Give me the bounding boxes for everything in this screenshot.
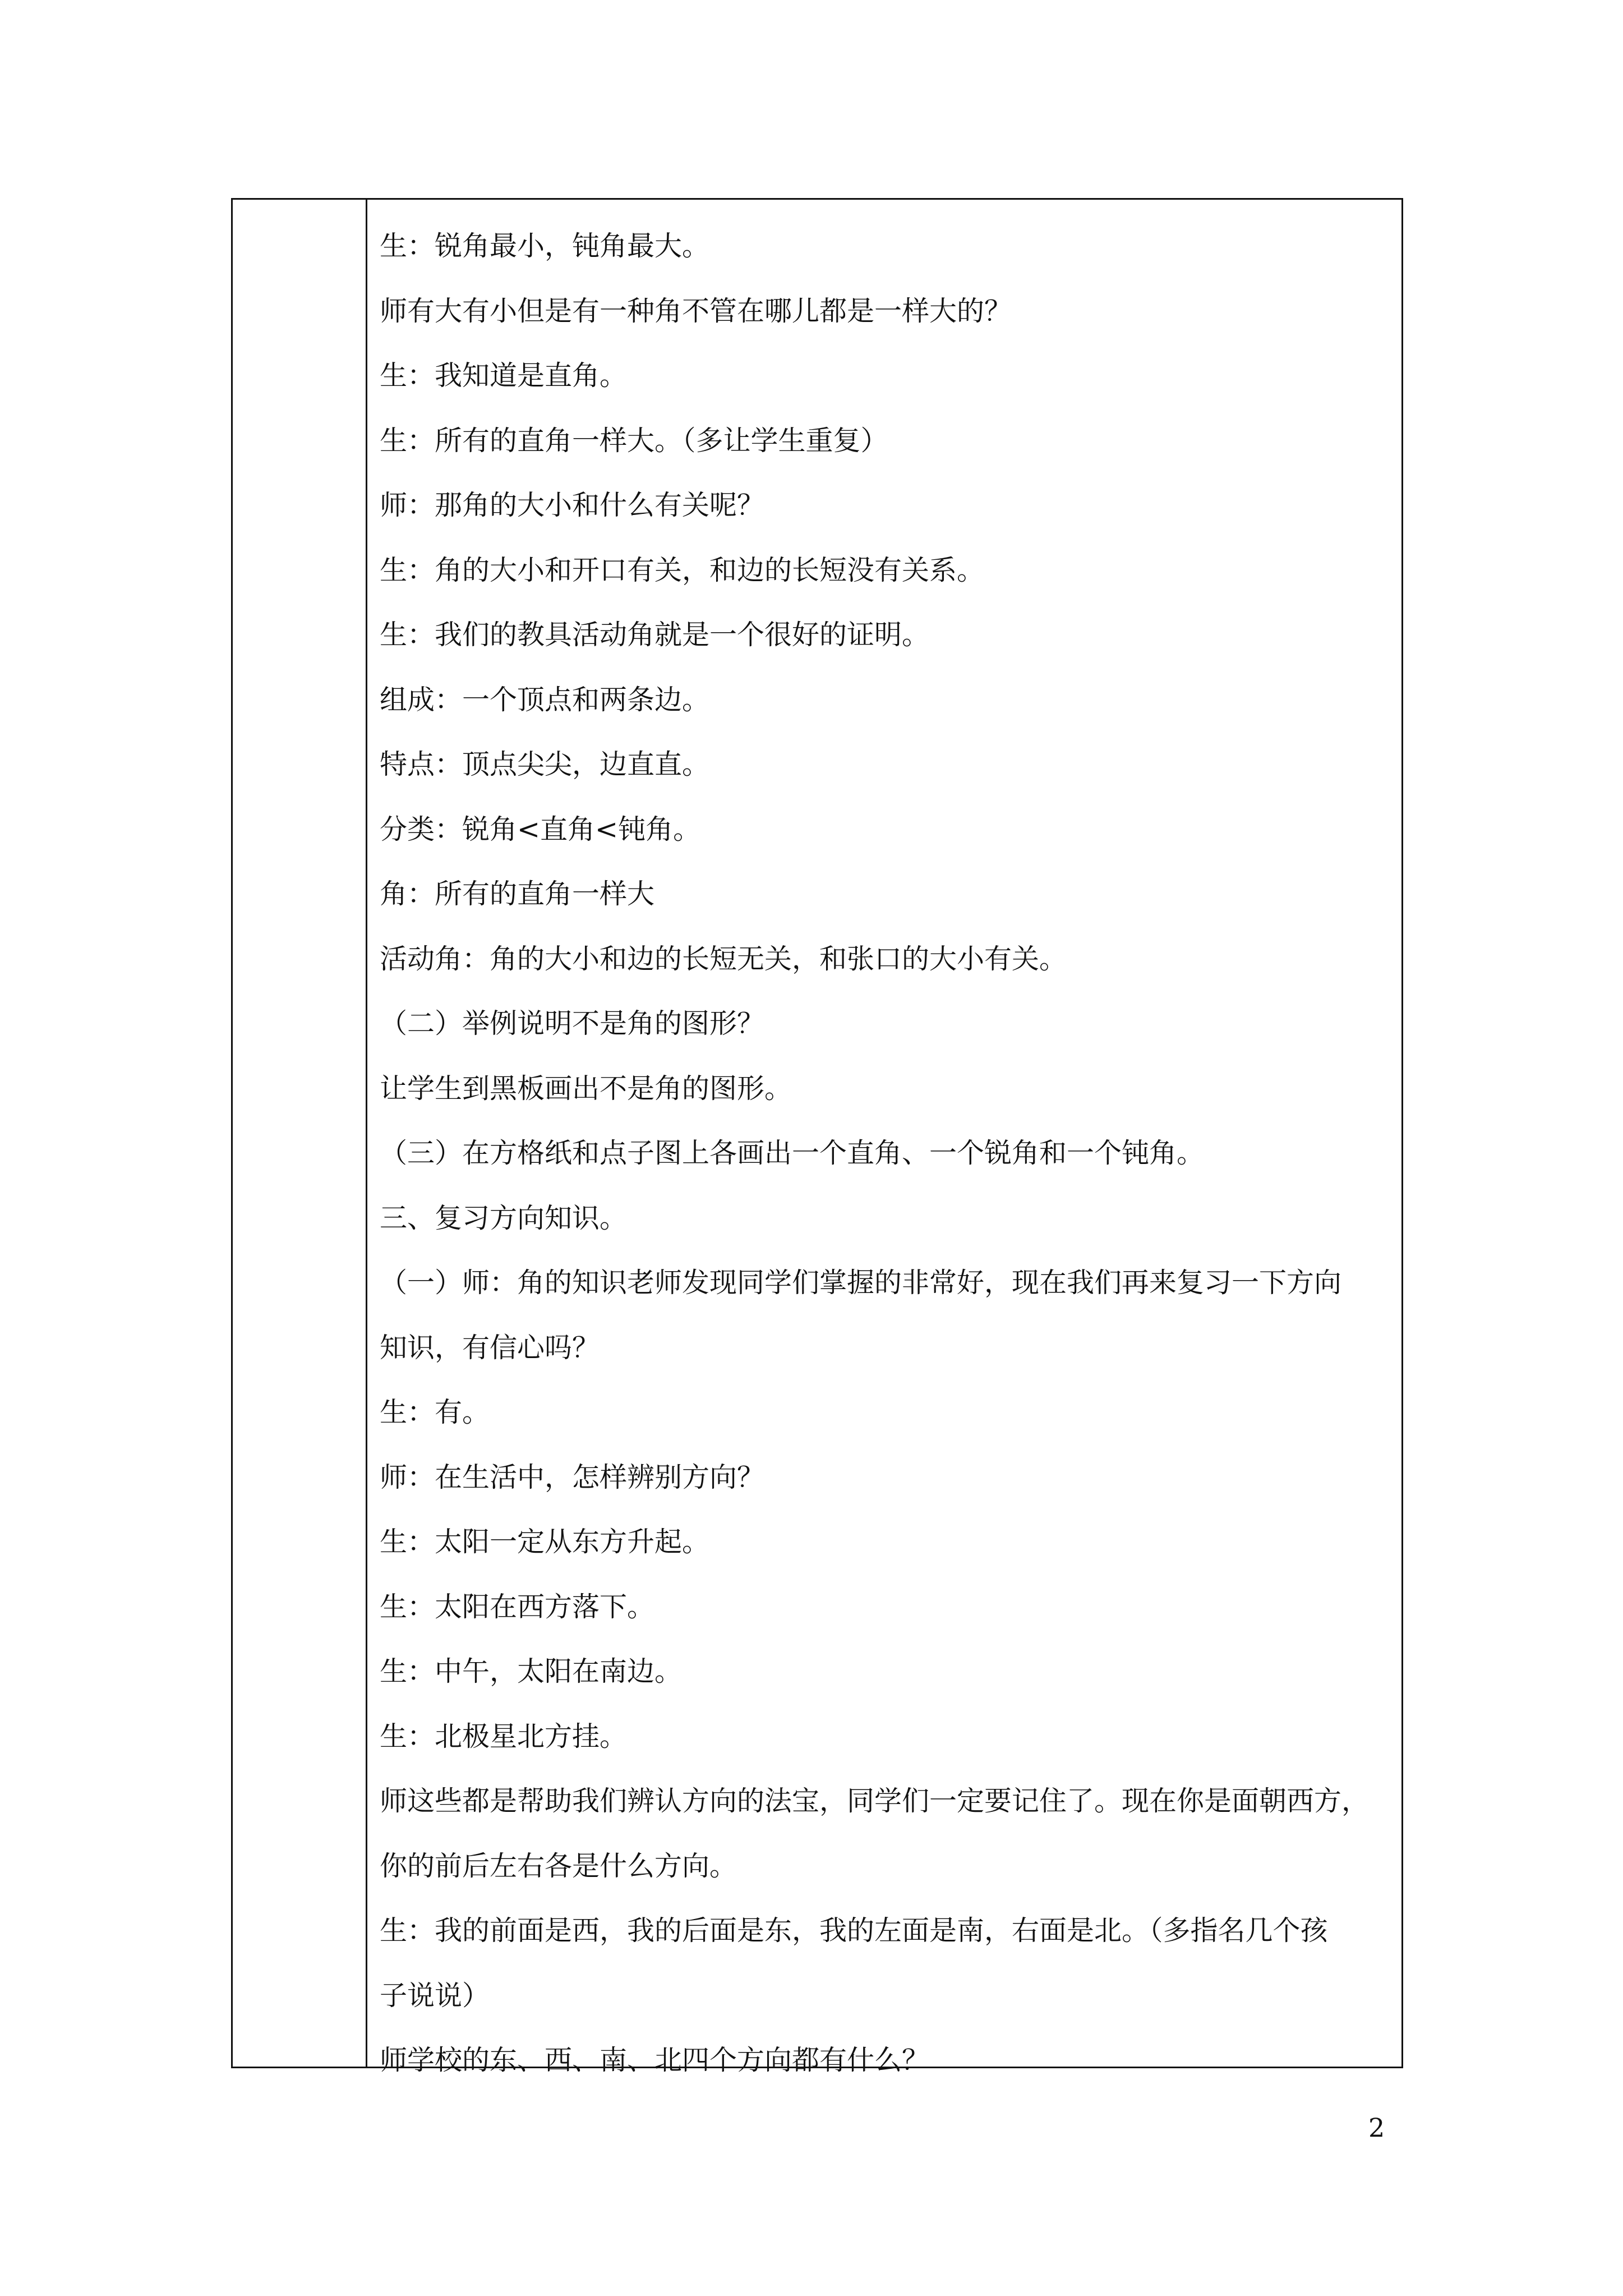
text-line: 知识，有信心吗？ — [380, 1331, 600, 1364]
text-line: 生：角的大小和开口有关，和边的长短没有关系。 — [380, 554, 985, 586]
page-number: 2 — [1368, 2113, 1385, 2143]
text-line: 师这些都是帮助我们辨认方向的法宝，同学们一定要记住了。现在你是面朝西方， — [380, 1785, 1370, 1817]
text-line: 师有大有小但是有一种角不管在哪儿都是一样大的？ — [380, 295, 1012, 327]
text-line: 分类：锐角<直角<钝角。 — [380, 813, 701, 845]
text-line: （三）在方格纸和点子图上各画出一个直角、一个锐角和一个钝角。 — [380, 1137, 1205, 1169]
lesson-table — [231, 198, 1403, 2076]
text-line: 生：锐角最小，钝角最大。 — [380, 230, 710, 262]
text-line: 师：在生活中，怎样辨别方向？ — [380, 1461, 765, 1493]
text-line: 特点：顶点尖尖，边直直。 — [380, 748, 710, 780]
text-line: 生：中午，太阳在南边。 — [380, 1655, 683, 1687]
lesson-text — [380, 214, 1388, 2093]
text-line: 子说说） — [380, 1979, 490, 2012]
text-line: 师：那角的大小和什么有关呢？ — [380, 489, 765, 521]
text-line: （二）举例说明不是角的图形？ — [380, 1007, 765, 1039]
text-line: 你的前后左右各是什么方向。 — [380, 1849, 737, 1882]
text-line: 生：有。 — [380, 1396, 490, 1428]
text-line: 生：所有的直角一样大。（多让学生重复） — [380, 424, 888, 457]
text-line: 生：我的前面是西，我的后面是东，我的左面是南，右面是北。（多指名几个孩 — [380, 1915, 1328, 1947]
text-line: 师学校的东、西、南、北四个方向都有什么？ — [380, 2044, 930, 2076]
text-line: 活动角：角的大小和边的长短无关，和张口的大小有关。 — [380, 942, 1067, 975]
text-line: 三、复习方向知识。 — [380, 1202, 628, 1234]
text-line: 角：所有的直角一样大 — [380, 878, 655, 910]
text-line: 生：我知道是直角。 — [380, 360, 628, 392]
table-content-cell — [367, 200, 1401, 2076]
text-line: 生：太阳在西方落下。 — [380, 1590, 655, 1623]
text-line: 让学生到黑板画出不是角的图形。 — [380, 1072, 792, 1105]
text-line: 生：太阳一定从东方升起。 — [380, 1526, 710, 1558]
text-line: 生：我们的教具活动角就是一个很好的证明。 — [380, 619, 930, 651]
table-left-cell — [233, 200, 367, 2067]
text-line: （一）师：角的知识老师发现同学们掌握的非常好，现在我们再来复习一下方向 — [380, 1267, 1342, 1299]
text-line: 组成：一个顶点和两条边。 — [380, 683, 710, 716]
text-line: 生：北极星北方挂。 — [380, 1720, 628, 1752]
